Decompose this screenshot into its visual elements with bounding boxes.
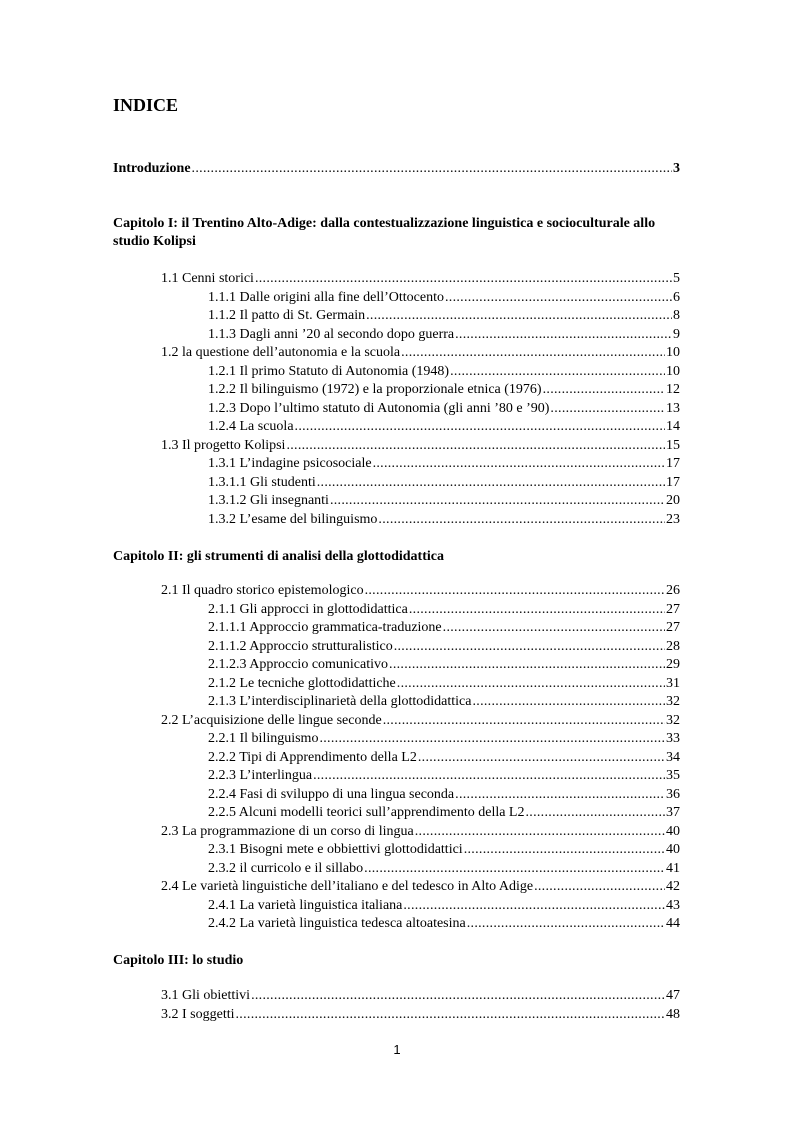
- toc-page: 13: [666, 400, 680, 416]
- leader-dots: [543, 381, 665, 399]
- leader-dots: [378, 511, 665, 529]
- toc-entry[interactable]: [208, 675, 680, 693]
- toc-label: 1.2.2 Il bilinguismo (1972) e la proporzionale etnica (1976): [208, 382, 542, 397]
- toc-page: 32: [666, 712, 680, 728]
- leader-dots: [366, 307, 672, 325]
- toc-label: 3.1 Gli obiettivi: [161, 988, 251, 1003]
- leader-dots: [236, 1006, 666, 1024]
- leader-dots: [443, 619, 665, 637]
- leader-dots: [409, 601, 665, 619]
- toc-page: 27: [666, 601, 680, 617]
- toc-page: 37: [666, 805, 680, 820]
- toc-entry[interactable]: [208, 474, 680, 492]
- toc-entry[interactable]: [208, 381, 680, 399]
- toc-page: 17: [666, 456, 680, 471]
- toc-page: 3: [673, 161, 680, 176]
- chapter-1-heading: Capitolo I: il Trentino Alto-Adige: dalla contestualizzazione linguistica e socioculturale allo studio Kolipsi: [113, 216, 656, 249]
- leader-dots: [286, 437, 665, 455]
- toc-label: 1.3.1.1 Gli studenti: [208, 474, 316, 490]
- toc-label: Introduzione: [113, 161, 191, 176]
- toc-entry[interactable]: [208, 326, 680, 344]
- leader-dots: [330, 492, 665, 510]
- toc-label: 1.1.3 Dagli anni ’20 al secondo dopo guerra: [208, 326, 455, 342]
- toc-entry[interactable]: [161, 987, 680, 1005]
- toc-entry[interactable]: [208, 400, 680, 418]
- toc-page: 32: [666, 694, 680, 709]
- leader-dots: [525, 804, 665, 822]
- toc-page: 9: [673, 326, 680, 342]
- toc-page: 10: [666, 345, 680, 360]
- toc-label: 1.1 Cenni storici: [161, 271, 254, 286]
- toc-page: 23: [666, 511, 680, 527]
- toc-entry[interactable]: [161, 712, 680, 730]
- toc-label: 2.2.5 Alcuni modelli teorici sull’apprendimento della L2: [208, 805, 525, 820]
- leader-dots: [472, 693, 665, 711]
- toc-page: 20: [666, 493, 680, 508]
- toc-page: 6: [673, 289, 680, 305]
- toc-label: 2.2 L’acquisizione delle lingue seconde: [161, 712, 382, 728]
- toc-page: 27: [666, 620, 680, 635]
- toc-label: 2.4.2 La varietà linguistica tedesca altoatesina: [208, 916, 466, 931]
- chapter-3-heading: Capitolo III: lo studio: [113, 953, 244, 968]
- toc-entry[interactable]: [208, 307, 680, 325]
- toc-label: 2.1.1.2 Approccio strutturalistico: [208, 638, 393, 654]
- toc-page: 40: [666, 823, 680, 839]
- toc-label: 2.3.1 Bisogni mete e obbiettivi glottodidattici: [208, 842, 463, 857]
- toc-label: 2.3 La programmazione di un corso di lingua: [161, 823, 414, 839]
- toc-entry[interactable]: [208, 897, 680, 915]
- leader-dots: [389, 656, 665, 674]
- leader-dots: [403, 897, 665, 915]
- leader-dots: [317, 474, 665, 492]
- leader-dots: [295, 418, 665, 436]
- toc-label: 1.2.1 Il primo Statuto di Autonomia (1948): [208, 363, 450, 379]
- toc-entry[interactable]: [208, 749, 680, 767]
- leader-dots: [455, 786, 665, 804]
- toc-label: 1.1.1 Dalle origini alla fine dell’Ottocento: [208, 289, 444, 305]
- leader-dots: [415, 823, 665, 841]
- toc-page: 8: [673, 308, 680, 323]
- toc-entry[interactable]: [208, 693, 680, 711]
- leader-dots: [192, 160, 672, 178]
- toc-label: 2.1 Il quadro storico epistemologico: [161, 583, 364, 598]
- toc-page: 10: [666, 363, 680, 379]
- toc-label: 2.1.3 L’interdisciplinarietà della glottodidattica: [208, 694, 472, 709]
- toc-entry[interactable]: [208, 601, 680, 619]
- leader-dots: [464, 841, 665, 859]
- toc-entry[interactable]: [208, 638, 680, 656]
- toc-entry[interactable]: [161, 1006, 680, 1024]
- toc-label: 1.2 la questione dell’autonomia e la scuola: [161, 345, 401, 360]
- leader-dots: [534, 878, 665, 896]
- toc-page: 42: [666, 879, 680, 894]
- toc-page: 29: [666, 657, 680, 672]
- toc-entry[interactable]: [208, 656, 680, 674]
- toc-page: 26: [666, 583, 680, 598]
- toc-page: 17: [666, 474, 680, 490]
- toc-entry[interactable]: [208, 619, 680, 637]
- toc-entry[interactable]: [161, 344, 680, 362]
- toc-label: 1.3.1.2 Gli insegnanti: [208, 493, 329, 508]
- leader-dots: [255, 270, 672, 288]
- leader-dots: [383, 712, 665, 730]
- toc-page: 44: [666, 916, 680, 931]
- toc-label: 1.2.3 Dopo l’ultimo statuto di Autonomia (gli anni ’80 e ’90): [208, 400, 550, 416]
- toc-page: 36: [666, 786, 680, 802]
- leader-dots: [313, 767, 665, 785]
- toc-page: 31: [666, 675, 680, 691]
- chapter-2-heading: Capitolo II: gli strumenti di analisi della glottodidattica: [113, 549, 444, 564]
- toc-entry[interactable]: [161, 878, 680, 896]
- toc-page: 41: [666, 860, 680, 876]
- leader-dots: [445, 289, 672, 307]
- leader-dots: [467, 915, 665, 933]
- leader-dots: [397, 675, 665, 693]
- toc-entry[interactable]: [208, 455, 680, 473]
- toc-page: 5: [673, 271, 680, 286]
- leader-dots: [365, 582, 665, 600]
- toc-entry[interactable]: [208, 730, 680, 748]
- toc-label: 2.2.2 Tipi di Apprendimento della L2: [208, 749, 417, 765]
- toc-label: 1.3.2 L’esame del bilinguismo: [208, 511, 378, 527]
- toc-entry[interactable]: [161, 582, 680, 600]
- toc-label: 2.1.1.1 Approccio grammatica-traduzione: [208, 620, 442, 635]
- toc-entry[interactable]: [208, 418, 680, 436]
- toc-entry[interactable]: [208, 915, 680, 933]
- toc-page: 43: [666, 897, 680, 913]
- leader-dots: [394, 638, 665, 656]
- toc-entry[interactable]: [208, 511, 680, 529]
- toc-label: 2.2.3 L’interlingua: [208, 768, 313, 783]
- toc-entry[interactable]: [208, 363, 680, 381]
- toc-entry[interactable]: [208, 289, 680, 307]
- leader-dots: [550, 400, 665, 418]
- toc-page: 12: [666, 382, 680, 397]
- toc-entry[interactable]: [208, 804, 680, 822]
- toc-label: 2.1.1 Gli approcci in glottodidattica: [208, 601, 408, 617]
- index-title: INDICE: [113, 95, 179, 115]
- toc-label: 2.1.2 Le tecniche glottodidattiche: [208, 675, 396, 691]
- toc-label: 2.2.4 Fasi di sviluppo di una lingua seconda: [208, 786, 455, 802]
- leader-dots: [418, 749, 665, 767]
- toc-entry[interactable]: [208, 860, 680, 878]
- leader-dots: [373, 455, 665, 473]
- toc-entry[interactable]: [208, 492, 680, 510]
- toc-label: 2.2.1 Il bilinguismo: [208, 731, 319, 746]
- leader-dots: [319, 730, 665, 748]
- toc-page: 35: [666, 768, 680, 783]
- leader-dots: [450, 363, 665, 381]
- toc-label: 1.3.1 L’indagine psicosociale: [208, 456, 372, 471]
- leader-dots: [455, 326, 672, 344]
- leader-dots: [364, 860, 665, 878]
- toc-entry[interactable]: [161, 437, 680, 455]
- toc-page: 34: [666, 749, 680, 765]
- toc-label: 3.2 I soggetti: [161, 1006, 235, 1022]
- toc-label: 1.2.4 La scuola: [208, 419, 294, 434]
- toc-label: 2.3.2 il curricolo e il sillabo: [208, 860, 364, 876]
- leader-dots: [251, 987, 665, 1005]
- toc-label: 2.1.2.3 Approccio comunicativo: [208, 657, 389, 672]
- toc-label: 1.1.2 Il patto di St. Germain: [208, 308, 366, 323]
- toc-page: 40: [666, 842, 680, 857]
- page-number: 1: [393, 1042, 401, 1057]
- toc-page: 28: [666, 638, 680, 654]
- toc-label: 2.4 Le varietà linguistiche dell’italiano e del tedesco in Alto Adige: [161, 879, 534, 894]
- toc-page: 15: [666, 437, 680, 453]
- toc-page: 47: [666, 988, 680, 1003]
- toc-entry[interactable]: [161, 823, 680, 841]
- toc-entry[interactable]: [208, 786, 680, 804]
- toc-label: 1.3 Il progetto Kolipsi: [161, 437, 286, 453]
- toc-page: 14: [666, 419, 680, 434]
- toc-label: 2.4.1 La varietà linguistica italiana: [208, 897, 403, 913]
- toc-entry[interactable]: [161, 270, 680, 288]
- toc-page: 48: [666, 1006, 680, 1022]
- toc-page: 33: [666, 731, 680, 746]
- toc-entry[interactable]: [208, 767, 680, 785]
- leader-dots: [401, 344, 665, 362]
- toc-entry[interactable]: [208, 841, 680, 859]
- toc-entry-intro[interactable]: [113, 160, 680, 178]
